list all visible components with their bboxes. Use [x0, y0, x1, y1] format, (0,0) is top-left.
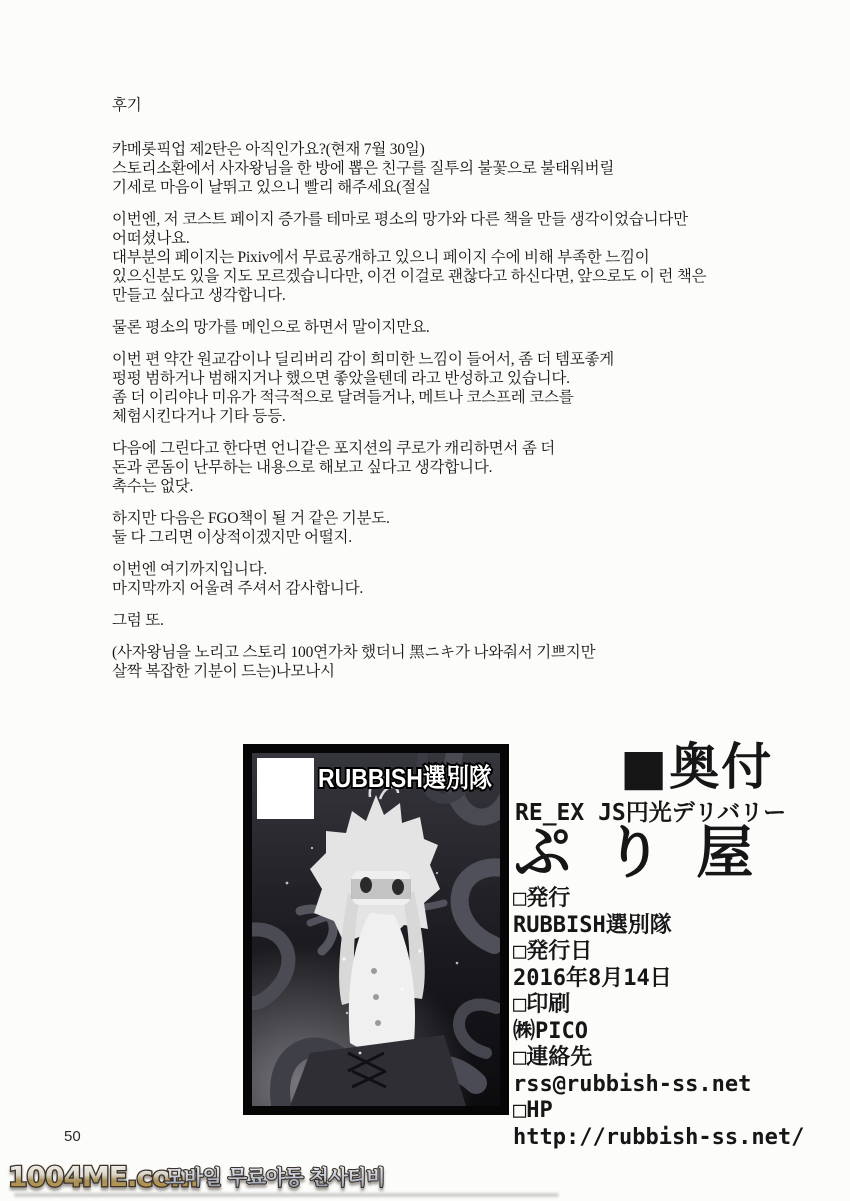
afterword-paragraph [112, 140, 712, 197]
afterword-paragraph [112, 509, 712, 547]
circle-cut [243, 744, 509, 1115]
colophon-entry-value: 2016年8月14日 [513, 965, 672, 991]
page-number: 50 [64, 1128, 81, 1145]
afterword-line: 이번엔, 저 코스트 페이지 증가를 테마로 평소의 망가와 다른 책을 만들 생각이었습니다만 [112, 211, 688, 228]
afterword-section [112, 96, 712, 694]
afterword-line: (사자왕님을 노리고 스토리 100연가차 했더니 黑ニキ가 나와줘서 기쁘지만 [112, 644, 596, 661]
scan-shadow-artifact [14, 1193, 559, 1197]
afterword-line: 어떠셨나요. [112, 230, 190, 247]
afterword-line: 체험시킨다거나 기타 등등. [112, 408, 286, 425]
afterword-line: 스토리소환에서 사자왕님을 한 방에 뽑은 친구를 질투의 불꽃으로 불태워버릴 [112, 160, 615, 177]
watermark-site: 1004ME.com [8, 1160, 199, 1193]
afterword-paragraph [112, 439, 712, 496]
afterword-paragraph [112, 643, 712, 681]
colophon-entry-label: □発行日 [513, 939, 593, 964]
afterword-line: 살짝 복잡한 기분이 드는)나모나시 [112, 663, 335, 680]
colophon-entry-label: □連絡先 [513, 1045, 593, 1070]
colophon-entries [513, 886, 804, 1151]
colophon-heading: ■奥付 [620, 738, 774, 796]
afterword-paragraph [112, 611, 712, 630]
afterword-line: 기세로 마음이 날뛰고 있으니 빨리 해주세요(절실 [112, 179, 431, 196]
afterword-paragraph [112, 318, 712, 337]
afterword-line: 촉수는 없닷. [112, 478, 194, 495]
afterword-line: 다음에 그린다고 한다면 언니같은 포지션의 쿠로가 캐리하면서 좀 더 [112, 440, 556, 457]
colophon-entry-label: □印刷 [513, 992, 571, 1017]
afterword-line: 이번 편 약간 원교감이나 딜리버리 감이 희미한 느낌이 들어서, 좀 더 템포좋게 [112, 351, 615, 368]
afterword-paragraph [112, 210, 712, 305]
afterword-paragraph [112, 350, 712, 426]
afterword-line: 그럼 또. [112, 612, 164, 629]
afterword-line: 좀 더 이리야나 미유가 적극적으로 달려들거나, 메트나 코스프레 코스를 [112, 389, 574, 406]
colophon-entry-value: rss@rubbish-ss.net [513, 1071, 752, 1097]
afterword-line: 하지만 다음은 FGO책이 될 거 같은 기분도. [112, 510, 390, 527]
colophon-entry-value: http://rubbish-ss.net/ [513, 1124, 805, 1150]
afterword-line: 만들고 싶다고 생각합니다. [112, 287, 286, 304]
colophon-entry-label: □発行 [513, 886, 571, 911]
afterword-line: 물론 평소의 망가를 메인으로 하면서 말이지만요. [112, 319, 430, 336]
afterword-line: 대부분의 페이지는 Pixiv에서 무료공개하고 있으니 페이지 수에 비해 부족한 느낌이 [112, 249, 650, 266]
afterword-line: 돈과 콘돔이 난무하는 내용으로 해보고 싶다고 생각합니다. [112, 459, 493, 476]
corner-square [257, 758, 314, 819]
colophon-entry-label: □HP [513, 1098, 553, 1123]
afterword-title: 후기 [112, 97, 142, 114]
afterword-line: 이번엔 여기까지입니다. [112, 561, 268, 578]
doujin-title: ぷり屋 [514, 820, 788, 886]
afterword-line: 둘 다 그리면 이상적이겠지만 어떨지. [112, 529, 352, 546]
afterword-line: 마지막까지 어울려 주셔서 감사합니다. [112, 580, 364, 597]
doujin-series-title: RE_EX JS円光デリバリー [515, 800, 787, 826]
watermark-tagline: 모바일 무료야동 천사티비 [165, 1165, 385, 1189]
afterword-line: 캬메롯픽업 제2탄은 아직인가요?(현재 7월 30일) [112, 141, 425, 158]
colophon-entry-value: RUBBISH選別隊 [513, 912, 672, 938]
circle-cut-illustration [252, 753, 500, 1106]
afterword-paragraph [112, 560, 712, 598]
colophon-entry-value: ㈱PICO [513, 1018, 588, 1044]
afterword-line: 있으신분도 있을 지도 모르겠습니다만, 이건 이걸로 괜찮다고 하신다면, 앞으로도 이 런 책은 [112, 268, 707, 285]
afterword-line: 펑펑 범하거나 범해지거나 했으면 좋았을텐데 라고 반성하고 있습니다. [112, 370, 570, 387]
circle-cut-label: RUBBISH選別隊 [318, 763, 492, 793]
